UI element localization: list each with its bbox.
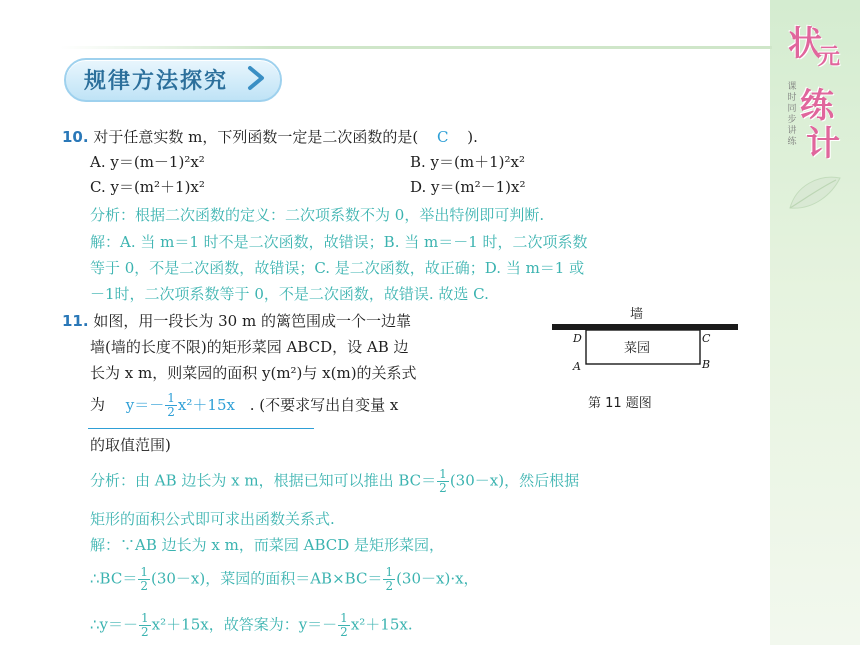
q11-stem-line-2: 墙(墙的长度不限)的矩形菜园 ABCD，设 AB 边 xyxy=(90,338,409,356)
q11-answer xyxy=(125,391,240,419)
q11-answer-frac-num: 1 xyxy=(167,391,175,405)
q11-stem-text-1: 如图，用一段长为 30 m 的篱笆围成一个一边靠 xyxy=(93,312,411,330)
chevron-right-icon xyxy=(244,64,268,92)
q11-stem-line-4 xyxy=(90,392,398,419)
q11-analysis-frac-num: 1 xyxy=(439,467,447,481)
q11-analysis-frac-den: 2 xyxy=(439,481,447,495)
q11-solution-3-frac-1-den: 2 xyxy=(141,625,149,639)
figure-caption: 第 11 题图 xyxy=(588,396,652,411)
decorative-leaf-icon xyxy=(782,168,846,218)
q11-stem-line-3: 长为 x m，则菜园的面积 y(m²)与 x(m)的关系式 xyxy=(90,364,417,382)
q11-solution-line-3 xyxy=(90,612,413,639)
q11-solution-2-pre: ∴BC＝ xyxy=(90,569,138,588)
q10-stem-end: ). xyxy=(467,128,478,146)
q10-solution-line-2: 等于 0，不是二次函数，故错误；C. 是二次函数，故正确；D. 当 m＝1 或 xyxy=(90,259,585,277)
q11-number: 11. xyxy=(62,312,89,330)
q11-solution-2-fraction-2 xyxy=(383,566,395,593)
figure-wall-label: 墙 xyxy=(630,307,644,322)
q11-analysis-line-1 xyxy=(90,468,579,495)
q11-answer-fraction xyxy=(165,392,177,419)
q10-solution-line-3: －1时，二次项系数等于 0，不是二次函数，故错误. 故选 C. xyxy=(90,285,489,303)
q11-solution-3-fraction-2 xyxy=(338,612,350,639)
brand-glyph-1: 状 xyxy=(788,24,822,64)
q10-solution-line-1: 解：A. 当 m＝1 时不是二次函数，故错误；B. 当 m＝－1 时，二次项系数 xyxy=(90,233,588,251)
q11-solution-3-frac-2-num: 1 xyxy=(340,611,348,625)
brand-glyph-4: 计 xyxy=(806,124,840,164)
q11-solution-2-frac-1-den: 2 xyxy=(140,579,148,593)
figure-point-b: B xyxy=(702,358,711,371)
q11-solution-3-frac-2-den: 2 xyxy=(340,625,348,639)
q10-option-a: A. y＝(m－1)²x² xyxy=(90,153,205,171)
figure-point-a: A xyxy=(573,360,581,373)
q11-solution-3-post: x²＋15x. xyxy=(350,615,413,634)
brand-glyph-3: 练 xyxy=(800,86,834,126)
q10-stem-text: 对于任意实数 m，下列函数一定是二次函数的是( xyxy=(93,128,419,146)
q11-solution-2-frac-1-num: 1 xyxy=(140,565,148,579)
figure-point-d: D xyxy=(573,332,582,345)
q10-option-c: C. y＝(m²＋1)x² xyxy=(90,178,205,196)
q11-answer-pre: y＝－ xyxy=(125,395,165,414)
figure-garden-label: 菜园 xyxy=(624,341,651,356)
q11-solution-line-2 xyxy=(90,566,479,593)
q11-solution-2-fraction-1 xyxy=(138,566,150,593)
brand-glyph-2: 元 xyxy=(818,44,841,70)
q11-answer-blank-line xyxy=(88,428,314,429)
figure-wall xyxy=(552,324,738,330)
q10-answer: C xyxy=(437,128,449,146)
q11-solution-2-frac-2-num: 1 xyxy=(385,565,394,579)
q10-option-d: D. y＝(m²－1)x² xyxy=(410,178,526,196)
q11-solution-line-1: 解：∵AB 边长为 x m，而菜园 ABCD 是矩形菜园， xyxy=(90,536,445,554)
q11-stem-text-4-post: . (不要求写出自变量 x xyxy=(249,395,399,414)
q11-answer-frac-den: 2 xyxy=(167,405,175,419)
q11-analysis-line-2: 矩形的面积公式即可求出函数关系式. xyxy=(90,510,335,528)
q10-analysis: 分析：根据二次函数的定义：二次项系数不为 0，举出特例即可判断. xyxy=(90,206,545,224)
q11-solution-3-fraction-1 xyxy=(139,612,151,639)
q11-solution-2-post: (30－x)·x， xyxy=(396,569,479,588)
brand-subtitle: 课时同步讲练 xyxy=(787,82,797,147)
q11-solution-3-pre: ∴y＝－ xyxy=(90,615,139,634)
section-title: 规律方法探究 xyxy=(84,69,229,94)
q11-solution-2-frac-2-den: 2 xyxy=(385,579,394,593)
q11-stem-text-4-pre: 为 xyxy=(90,395,106,414)
q11-answer-post: x²＋15x xyxy=(177,395,235,414)
q11-stem-line-5: 的取值范围) xyxy=(90,436,171,454)
q10-option-b: B. y＝(m＋1)²x² xyxy=(410,153,525,171)
q10-stem xyxy=(62,126,478,147)
q10-number: 10. xyxy=(62,128,89,146)
q11-analysis-post: (30－x)，然后根据 xyxy=(449,471,580,490)
q11-analysis-pre: 分析：由 AB 边长为 x m，根据已知可以推出 BC＝ xyxy=(90,471,437,490)
q11-solution-3-frac-1-num: 1 xyxy=(141,611,149,625)
q11-stem-line-1 xyxy=(62,310,411,331)
figure-point-c: C xyxy=(702,332,711,345)
q11-solution-2-mid: (30－x)，菜园的面积＝AB×BC＝ xyxy=(150,569,383,588)
header-rule xyxy=(60,46,772,49)
q11-analysis-fraction xyxy=(437,468,449,495)
q11-solution-3-mid: x²＋15x，故答案为：y＝－ xyxy=(151,615,338,634)
